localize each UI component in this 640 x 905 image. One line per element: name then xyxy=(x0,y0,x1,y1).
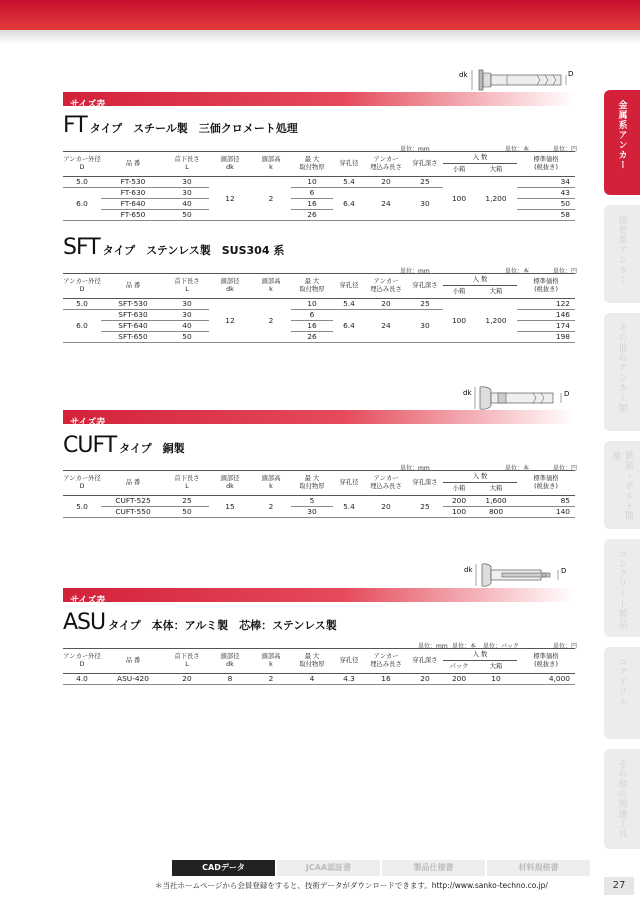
cell-depth: 20 xyxy=(407,674,443,685)
cell-part: FT-530 xyxy=(101,177,165,188)
col-hole: 穿孔径 xyxy=(333,152,365,177)
cell-hole: 4.3 xyxy=(333,674,365,685)
cell-price: 85 xyxy=(517,496,575,507)
col-k: 頭部高 k xyxy=(251,471,291,496)
ft-title xyxy=(63,113,298,138)
col-part: 品 番 xyxy=(101,274,165,299)
side-tab-label: その他の関連工具 xyxy=(616,759,627,839)
ft-diagram-label-D: D xyxy=(568,70,574,78)
col-l: 首下長さ L xyxy=(165,152,209,177)
col-part: 品 番 xyxy=(101,649,165,674)
side-tab-label: コアドリル xyxy=(616,657,627,707)
section-label: サイズ表 xyxy=(70,596,106,606)
cell-l: 30 xyxy=(165,188,209,199)
cell-max: 6 xyxy=(291,188,333,199)
cuft-spec-table xyxy=(63,470,575,518)
col-price: 標準価格 (税抜き) xyxy=(517,274,575,299)
cell-part: FT-630 xyxy=(101,188,165,199)
col-large: 大箱 xyxy=(475,483,517,496)
cell-d: 6.0 xyxy=(63,310,101,343)
section-bar-size-table-1 xyxy=(63,92,575,110)
col-large: 大箱 xyxy=(475,661,517,674)
cell-part: FT-640 xyxy=(101,199,165,210)
asu-spec-table xyxy=(63,648,575,685)
side-tab-label: 鉄筋・ボルト関連 xyxy=(610,451,633,521)
cell-max: 30 xyxy=(291,507,333,518)
asu-diagram-label-dk: dk xyxy=(464,566,473,574)
col-price: 標準価格 (税抜き) xyxy=(517,152,575,177)
cell-d: 6.0 xyxy=(63,188,101,221)
col-large: 大箱 xyxy=(475,164,517,177)
unit-label: 単位：本 xyxy=(505,268,530,275)
cell-price: 4,000 xyxy=(517,674,575,685)
cell-d: 5.0 xyxy=(63,496,101,518)
cell-price: 198 xyxy=(517,332,575,343)
tab-cad-data[interactable]: CADデータ xyxy=(172,860,275,876)
side-tab-metal-anchor[interactable] xyxy=(604,90,640,195)
product-description: タイプ 銅製 xyxy=(119,442,185,455)
cell-depth: 25 xyxy=(407,496,443,518)
tab-jcaa-cert[interactable]: JCAA認証書 xyxy=(277,860,380,876)
side-tab-concrete-products[interactable] xyxy=(604,539,640,637)
unit-label: 単位：mm xyxy=(418,643,448,650)
cell-k: 2 xyxy=(251,496,291,518)
cell-part: CUFT-550 xyxy=(101,507,165,518)
cell-embed: 16 xyxy=(365,674,407,685)
cell-l: 50 xyxy=(165,332,209,343)
tab-product-spec[interactable]: 製品仕様書 xyxy=(382,860,485,876)
cell-dk: 8 xyxy=(209,674,251,685)
side-tab-adhesive-anchor[interactable] xyxy=(604,205,640,303)
cell-depth: 25 xyxy=(407,299,443,310)
product-description: タイプ 本体：アルミ製 芯棒：ステンレス製 xyxy=(108,619,337,632)
cuft-diagram-label-dk: dk xyxy=(463,389,472,397)
side-tab-core-drill[interactable] xyxy=(604,647,640,739)
col-d: アンカー外径 D xyxy=(63,649,101,674)
col-embed: アンカー 埋込み長さ xyxy=(365,152,407,177)
unit-label: 単位：円 xyxy=(553,465,578,472)
side-tab-label: コンクリート製品 xyxy=(616,549,627,629)
cell-max: 26 xyxy=(291,332,333,343)
col-k: 頭部高 k xyxy=(251,274,291,299)
cell-price: 122 xyxy=(517,299,575,310)
cell-price: 43 xyxy=(517,188,575,199)
cell-dk: 15 xyxy=(209,496,251,518)
cell-part: CUFT-525 xyxy=(101,496,165,507)
product-description: タイプ ステンレス製 SUS304 系 xyxy=(102,244,285,257)
cell-depth: 25 xyxy=(407,177,443,188)
cell-depth: 30 xyxy=(407,188,443,221)
col-l: 首下長さ L xyxy=(165,649,209,674)
unit-label: 単位：本 xyxy=(452,643,477,650)
sft-title xyxy=(63,235,284,260)
cell-embed: 20 xyxy=(365,299,407,310)
cell-small: 100 xyxy=(443,177,475,221)
ft-spec-table xyxy=(63,151,575,221)
cell-max: 6 xyxy=(291,310,333,321)
cell-d: 4.0 xyxy=(63,674,101,685)
col-depth: 穿孔深さ xyxy=(407,471,443,496)
cell-large: 800 xyxy=(475,507,517,518)
cell-k: 2 xyxy=(251,674,291,685)
cell-part: SFT-630 xyxy=(101,310,165,321)
col-price: 標準価格 (税抜き) xyxy=(517,649,575,674)
cell-price: 140 xyxy=(517,507,575,518)
col-depth: 穿孔深さ xyxy=(407,274,443,299)
unit-label: 単位：円 xyxy=(553,146,578,153)
cell-l: 50 xyxy=(165,210,209,221)
cell-embed: 20 xyxy=(365,177,407,188)
unit-label: 単位：mm xyxy=(400,465,430,472)
cell-k: 2 xyxy=(251,299,291,343)
col-dk: 頭部径 dk xyxy=(209,274,251,299)
col-hole: 穿孔径 xyxy=(333,274,365,299)
cell-price: 58 xyxy=(517,210,575,221)
product-code: ASU xyxy=(63,610,106,635)
footer-note: ＊当社ホームページから会員登録をすると、技術データがダウンロードできます。http://www.sanko-techno.co.jp/ xyxy=(155,881,548,890)
side-tab-label: その他のアンカー類 xyxy=(616,323,627,413)
col-dk: 頭部径 dk xyxy=(209,152,251,177)
cell-hole: 6.4 xyxy=(333,188,365,221)
col-max: 最 大 取付物厚 xyxy=(291,471,333,496)
cell-price: 174 xyxy=(517,321,575,332)
cell-max: 26 xyxy=(291,210,333,221)
section-label: サイズ表 xyxy=(70,100,106,110)
cell-k: 2 xyxy=(251,177,291,221)
col-embed: アンカー 埋込み長さ xyxy=(365,649,407,674)
cell-max: 5 xyxy=(291,496,333,507)
cell-l: 40 xyxy=(165,199,209,210)
table-row xyxy=(63,496,575,507)
col-d: アンカー外径 D xyxy=(63,471,101,496)
side-tab-label: 金属系アンカー xyxy=(616,100,627,170)
col-qty: 入 数 xyxy=(443,152,517,164)
col-part: 品 番 xyxy=(101,152,165,177)
cell-l: 40 xyxy=(165,321,209,332)
col-qty: 入 数 xyxy=(443,274,517,286)
col-qty: 入 数 xyxy=(443,471,517,483)
col-price: 標準価格 (税抜き) xyxy=(517,471,575,496)
section-label: サイズ表 xyxy=(70,418,106,428)
cell-l: 25 xyxy=(165,496,209,507)
bottom-tab-bar xyxy=(172,860,592,876)
cell-max: 16 xyxy=(291,199,333,210)
col-embed: アンカー 埋込み長さ xyxy=(365,274,407,299)
cell-max: 10 xyxy=(291,299,333,310)
cell-l: 50 xyxy=(165,507,209,518)
cell-dk: 12 xyxy=(209,299,251,343)
col-dk: 頭部径 dk xyxy=(209,649,251,674)
cell-max: 16 xyxy=(291,321,333,332)
side-tab-other-tools[interactable] xyxy=(604,749,640,849)
col-d: アンカー外径 D xyxy=(63,152,101,177)
cell-embed: 24 xyxy=(365,310,407,343)
col-d: アンカー外径 D xyxy=(63,274,101,299)
col-l: 首下長さ L xyxy=(165,274,209,299)
unit-label: 単位：本 xyxy=(505,465,530,472)
cell-large: 1,200 xyxy=(475,177,517,221)
asu-title xyxy=(63,610,337,635)
col-depth: 穿孔深さ xyxy=(407,649,443,674)
cell-hole: 5.4 xyxy=(333,299,365,310)
sft-spec-table xyxy=(63,273,575,343)
tab-material-spec[interactable]: 材料規格書 xyxy=(487,860,590,876)
col-l: 首下長さ L xyxy=(165,471,209,496)
unit-label: 単位：本 xyxy=(505,146,530,153)
cell-price: 34 xyxy=(517,177,575,188)
cell-hole: 6.4 xyxy=(333,310,365,343)
col-hole: 穿孔径 xyxy=(333,471,365,496)
unit-label: 単位：mm xyxy=(400,146,430,153)
cell-dk: 12 xyxy=(209,177,251,221)
col-depth: 穿孔深さ xyxy=(407,152,443,177)
product-description: タイプ スチール製 三価クロメート処理 xyxy=(89,122,298,135)
col-max: 最 大 取付物厚 xyxy=(291,649,333,674)
cell-embed: 20 xyxy=(365,496,407,518)
cell-embed: 24 xyxy=(365,188,407,221)
col-embed: アンカー 埋込み長さ xyxy=(365,471,407,496)
cell-price: 50 xyxy=(517,199,575,210)
cell-large: 10 xyxy=(475,674,517,685)
table-row xyxy=(63,299,575,310)
cell-max: 10 xyxy=(291,177,333,188)
cell-part: SFT-650 xyxy=(101,332,165,343)
col-part: 品 番 xyxy=(101,471,165,496)
cell-hole: 5.4 xyxy=(333,496,365,518)
cuft-diagram-label-D: D xyxy=(564,390,570,398)
col-pack: パック xyxy=(443,661,475,674)
unit-label: 単位：パック xyxy=(483,643,520,650)
col-k: 頭部高 k xyxy=(251,152,291,177)
cell-small: 100 xyxy=(443,507,475,518)
table-row xyxy=(63,674,575,685)
product-code: SFT xyxy=(63,235,100,260)
cell-part: ASU-420 xyxy=(101,674,165,685)
cell-d: 5.0 xyxy=(63,177,101,188)
col-large: 大箱 xyxy=(475,286,517,299)
cell-large: 1,200 xyxy=(475,299,517,343)
product-code: FT xyxy=(63,113,87,138)
header-shadow xyxy=(0,30,640,44)
col-small: 小箱 xyxy=(443,164,475,177)
section-bar-size-table-2 xyxy=(63,410,575,428)
cell-small: 200 xyxy=(443,496,475,507)
side-tab-label: 接着系アンカー xyxy=(616,215,627,285)
cell-d: 5.0 xyxy=(63,299,101,310)
col-small: 小箱 xyxy=(443,286,475,299)
unit-label: 単位：mm xyxy=(400,268,430,275)
cell-l: 20 xyxy=(165,674,209,685)
asu-diagram-label-D: D xyxy=(561,567,567,575)
cell-small: 100 xyxy=(443,299,475,343)
cell-hole: 5.4 xyxy=(333,177,365,188)
table-row xyxy=(63,507,575,518)
table-row xyxy=(63,177,575,188)
cell-part: SFT-640 xyxy=(101,321,165,332)
cuft-title xyxy=(63,433,185,458)
side-tab-rebar-bolt[interactable] xyxy=(604,441,640,529)
col-max: 最 大 取付物厚 xyxy=(291,152,333,177)
col-qty: 入 数 xyxy=(443,649,517,661)
cell-part: SFT-530 xyxy=(101,299,165,310)
unit-label: 単位：円 xyxy=(553,268,578,275)
page-number: 27 xyxy=(604,877,634,895)
col-dk: 頭部径 dk xyxy=(209,471,251,496)
cell-max: 4 xyxy=(291,674,333,685)
section-bar-size-table-3 xyxy=(63,588,575,606)
cell-l: 30 xyxy=(165,310,209,321)
header-band xyxy=(0,0,640,30)
cell-l: 30 xyxy=(165,299,209,310)
cell-part: FT-650 xyxy=(101,210,165,221)
cell-price: 146 xyxy=(517,310,575,321)
unit-label: 単位：円 xyxy=(553,643,578,650)
cell-pack: 200 xyxy=(443,674,475,685)
product-code: CUFT xyxy=(63,433,117,458)
cell-l: 30 xyxy=(165,177,209,188)
side-tab-other-anchors[interactable] xyxy=(604,313,640,431)
col-max: 最 大 取付物厚 xyxy=(291,274,333,299)
col-hole: 穿孔径 xyxy=(333,649,365,674)
cell-depth: 30 xyxy=(407,310,443,343)
col-small: 小箱 xyxy=(443,483,475,496)
cell-large: 1,600 xyxy=(475,496,517,507)
col-k: 頭部高 k xyxy=(251,649,291,674)
ft-diagram-label-dk: dk xyxy=(459,71,468,79)
